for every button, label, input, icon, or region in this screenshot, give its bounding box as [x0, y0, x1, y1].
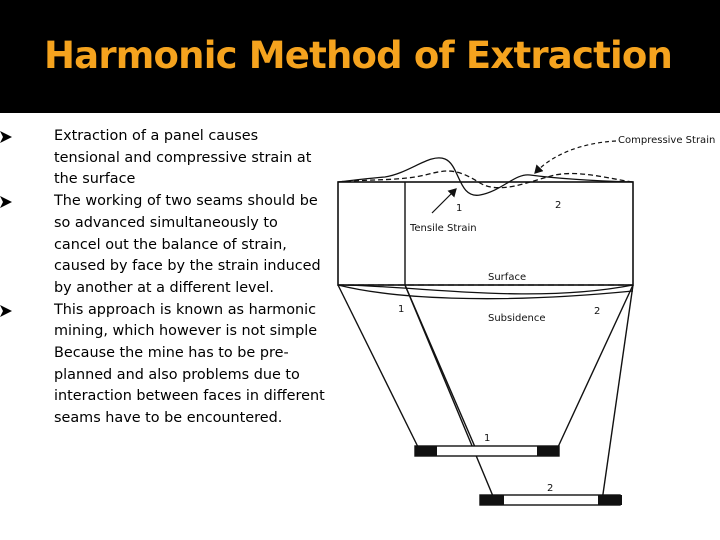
bullet-text: This approach is known as harmonic mining, which however is not simple Because the mine has to be pre-planned and also problems due to interaction between faces in different seams have to be encountered.	[54, 301, 325, 427]
bullet-text: The working of two seams should be so advanced simultaneously to cancel out the balance of strain, caused by face by the strain induced by another at a different level.	[54, 193, 321, 296]
slide-title: Harmonic Method of Extraction	[44, 34, 673, 77]
seam-1-pillar-left	[415, 446, 437, 456]
draw-line-seam2-left	[405, 285, 495, 501]
seam-2-pillar-right	[598, 495, 622, 505]
compressive-strain-label: Compressive Strain	[618, 135, 716, 146]
draw-line-seam1-left	[338, 285, 418, 447]
strain-curve-1	[338, 158, 633, 195]
compressive-strain-arrow	[535, 141, 616, 173]
subsidence-2-label: 2	[594, 306, 601, 317]
seam-2-pillar-left	[480, 495, 504, 505]
tensile-strain-arrow	[432, 189, 456, 213]
curve-1-label: 1	[456, 203, 463, 214]
seam-2-label: 2	[547, 483, 554, 494]
curve-2-label: 2	[555, 200, 562, 211]
subsidence-label: Subsidence	[488, 313, 546, 324]
title-bar	[0, 0, 720, 113]
subsidence-1-label: 1	[398, 304, 405, 315]
harmonic-extraction-diagram	[330, 113, 720, 540]
surface-label: Surface	[488, 272, 527, 283]
bullet-text: Extraction of a panel causes tensional and compressive strain at the surface	[54, 128, 312, 188]
seam-1-pillar-right	[537, 446, 559, 456]
section-box	[338, 182, 633, 285]
tensile-strain-label: Tensile Strain	[410, 223, 477, 234]
arrow-bullet-icon	[0, 196, 12, 208]
bullet-list	[0, 126, 330, 430]
bullet-item	[0, 191, 330, 300]
seam-1-label: 1	[484, 433, 491, 444]
bullet-item	[0, 300, 330, 430]
arrow-bullet-icon	[0, 131, 12, 143]
strain-curve-2	[338, 171, 633, 188]
bullet-item	[0, 126, 330, 191]
arrow-bullet-icon	[0, 305, 12, 317]
